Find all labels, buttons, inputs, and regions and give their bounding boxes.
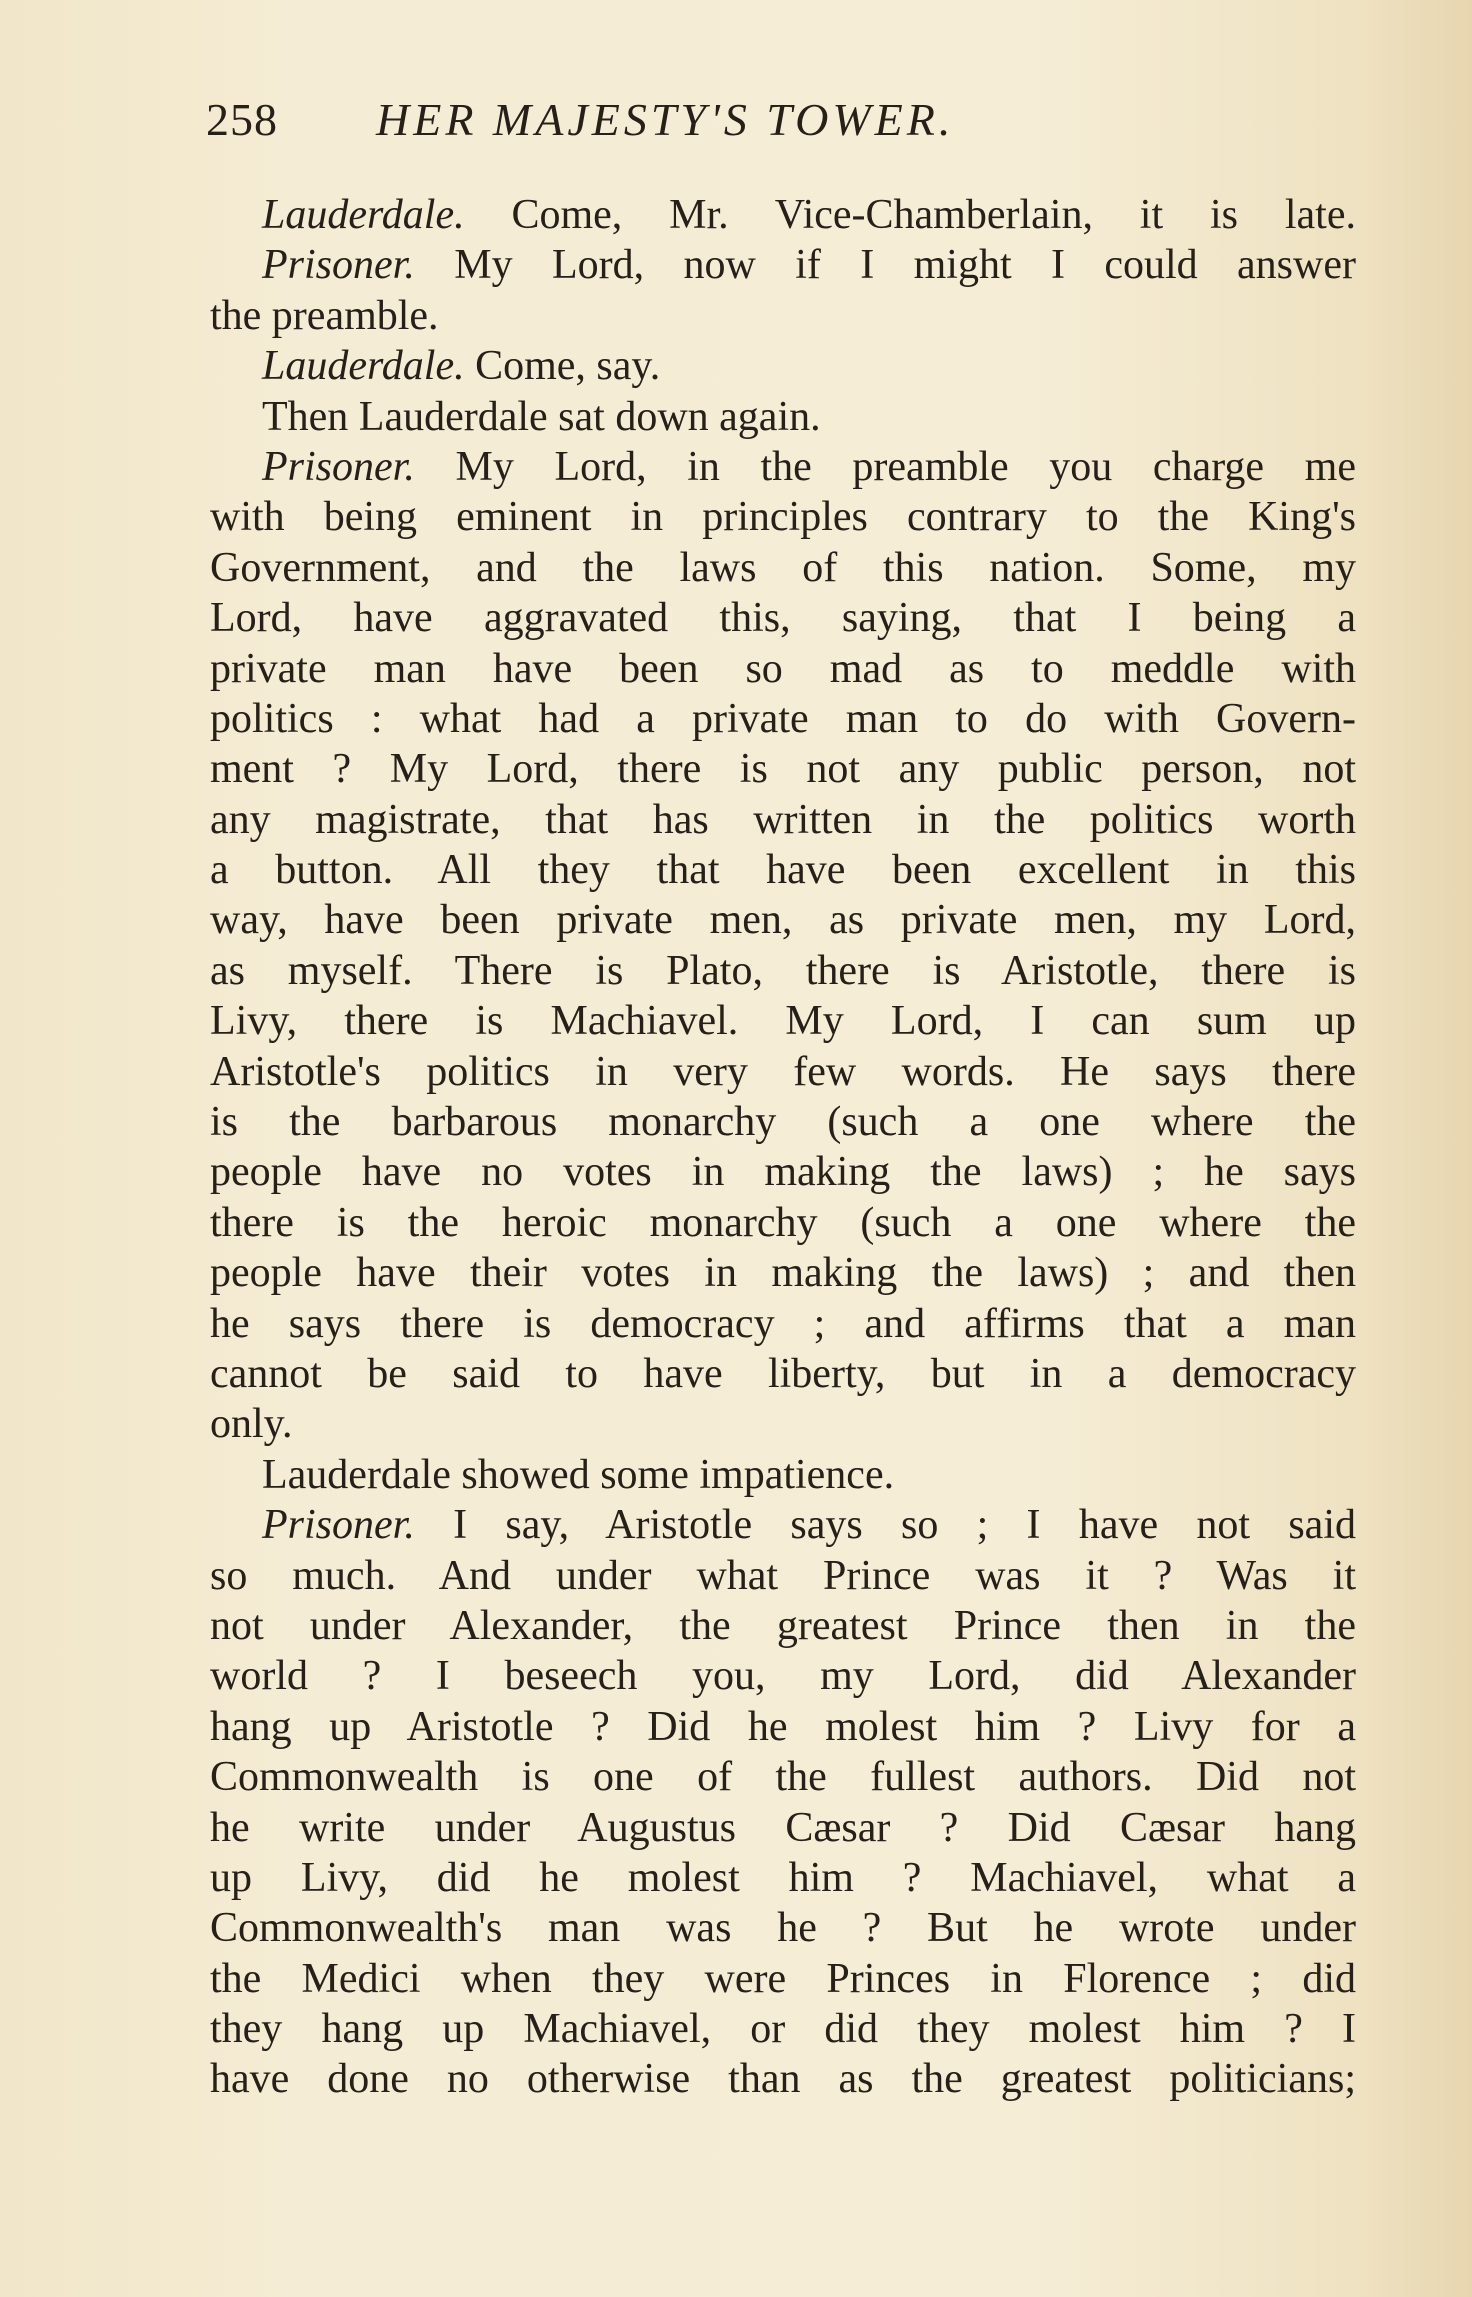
- text-line: [210, 1500, 1356, 1550]
- speaker-name: Prisoner.: [262, 242, 415, 289]
- text-line: [210, 694, 1356, 744]
- line-text: My Lord, in the preamble you charge me: [414, 443, 1356, 490]
- running-title: HER MAJESTY'S TOWER.: [376, 94, 955, 145]
- text-line: [210, 1450, 1356, 1500]
- line-text: Commonwealth is one of the fullest authors. Did not: [210, 1754, 1356, 1801]
- line-text: is the barbarous monarchy (such a one where the: [210, 1099, 1356, 1146]
- text-line: [210, 341, 1356, 391]
- line-text: Come, Mr. Vice-Chamberlain, it is late.: [464, 192, 1356, 238]
- text-line: [210, 1248, 1356, 1298]
- text-line: [210, 291, 1356, 341]
- text-line: [210, 845, 1356, 895]
- speaker-name: Prisoner.: [262, 1502, 415, 1549]
- text-line: [210, 2004, 1356, 2054]
- speaker-name: Lauderdale.: [262, 192, 465, 238]
- text-line: [210, 1752, 1356, 1802]
- line-text: Livy, there is Machiavel. My Lord, I can sum up: [210, 998, 1356, 1045]
- text-line: [210, 442, 1356, 492]
- text-line: [210, 744, 1356, 794]
- text-line: [210, 1097, 1356, 1147]
- line-text: private man have been so mad as to meddle with: [210, 645, 1356, 692]
- line-text: the preamble.: [210, 292, 439, 339]
- text-line: [210, 1399, 1356, 1449]
- line-text: Aristotle's politics in very few words. He says there: [210, 1048, 1356, 1095]
- speaker-name: Prisoner.: [262, 443, 415, 490]
- line-text: only.: [210, 1401, 293, 1448]
- line-text: hang up Aristotle ? Did he molest him ? Livy for a: [210, 1703, 1356, 1750]
- line-text: as myself. There is Plato, there is Aristotle, there is: [210, 947, 1356, 994]
- page-number: 258: [206, 94, 278, 145]
- body-text: [210, 190, 1356, 2105]
- text-line: [210, 1047, 1356, 1097]
- line-text: Come, say.: [464, 343, 661, 390]
- text-line: [210, 795, 1356, 845]
- line-text: he says there is democracy ; and affirms that a man: [210, 1300, 1356, 1347]
- line-text: world ? I beseech you, my Lord, did Alexander: [210, 1653, 1356, 1700]
- text-line: [210, 543, 1356, 593]
- text-line: [210, 1903, 1356, 1953]
- line-text: have done no otherwise than as the greatest politicians;: [210, 2056, 1356, 2103]
- speaker-name: Lauderdale.: [262, 343, 465, 390]
- line-text: they hang up Machiavel, or did they molest him ? I: [210, 2006, 1356, 2053]
- line-text: Lauderdale showed some impatience.: [262, 1451, 895, 1498]
- line-text: the Medici when they were Princes in Florence ; did: [210, 1955, 1356, 2002]
- text-line: [210, 1198, 1356, 1248]
- text-line: [210, 492, 1356, 542]
- text-line: [210, 1147, 1356, 1197]
- text-line: [210, 1299, 1356, 1349]
- line-text: so much. And under what Prince was it ? Was it: [210, 1552, 1356, 1599]
- text-line: [210, 895, 1356, 945]
- line-text: way, have been private men, as private men, my Lord,: [210, 897, 1356, 944]
- line-text: any magistrate, that has written in the politics worth: [210, 796, 1356, 843]
- text-line: [210, 1954, 1356, 2004]
- text-line: [210, 1853, 1356, 1903]
- line-text: a button. All they that have been excellent in this: [210, 847, 1356, 894]
- line-text: ment ? My Lord, there is not any public person, not: [210, 746, 1356, 793]
- line-text: politics : what had a private man to do with Govern-: [210, 695, 1356, 742]
- text-line: [210, 1349, 1356, 1399]
- line-text: cannot be said to have liberty, but in a democracy: [210, 1350, 1356, 1397]
- text-line: [210, 392, 1356, 442]
- line-text: Government, and the laws of this nation. Some, my: [210, 544, 1356, 591]
- line-text: there is the heroic monarchy (such a one where the: [210, 1199, 1356, 1246]
- text-line: [210, 593, 1356, 643]
- line-text: people have no votes in making the laws) ; he says: [210, 1149, 1356, 1196]
- line-text: up Livy, did he molest him ? Machiavel, what a: [210, 1854, 1356, 1901]
- text-line: [210, 644, 1356, 694]
- text-line: [210, 1551, 1356, 1601]
- line-text: with being eminent in principles contrary to the King's: [210, 494, 1356, 541]
- line-text: not under Alexander, the greatest Prince then in the: [210, 1602, 1356, 1649]
- line-text: people have their votes in making the laws) ; and then: [210, 1250, 1356, 1297]
- text-line: [210, 1702, 1356, 1752]
- text-line: [210, 1803, 1356, 1853]
- text-line: [210, 1651, 1356, 1701]
- text-line: [210, 946, 1356, 996]
- page-header: [206, 88, 1356, 152]
- line-text: My Lord, now if I might I could answer: [414, 242, 1356, 289]
- line-text: Lord, have aggravated this, saying, that I being a: [210, 595, 1356, 642]
- text-line: [210, 2054, 1356, 2104]
- line-text: he write under Augustus Cæsar ? Did Cæsar hang: [210, 1804, 1356, 1851]
- line-text: Commonwealth's man was he ? But he wrote under: [210, 1905, 1356, 1952]
- text-line: [210, 190, 1356, 240]
- line-text: I say, Aristotle says so ; I have not said: [414, 1502, 1356, 1549]
- text-line: [210, 240, 1356, 290]
- line-text: Then Lauderdale sat down again.: [262, 393, 821, 440]
- text-line: [210, 996, 1356, 1046]
- text-line: [210, 1601, 1356, 1651]
